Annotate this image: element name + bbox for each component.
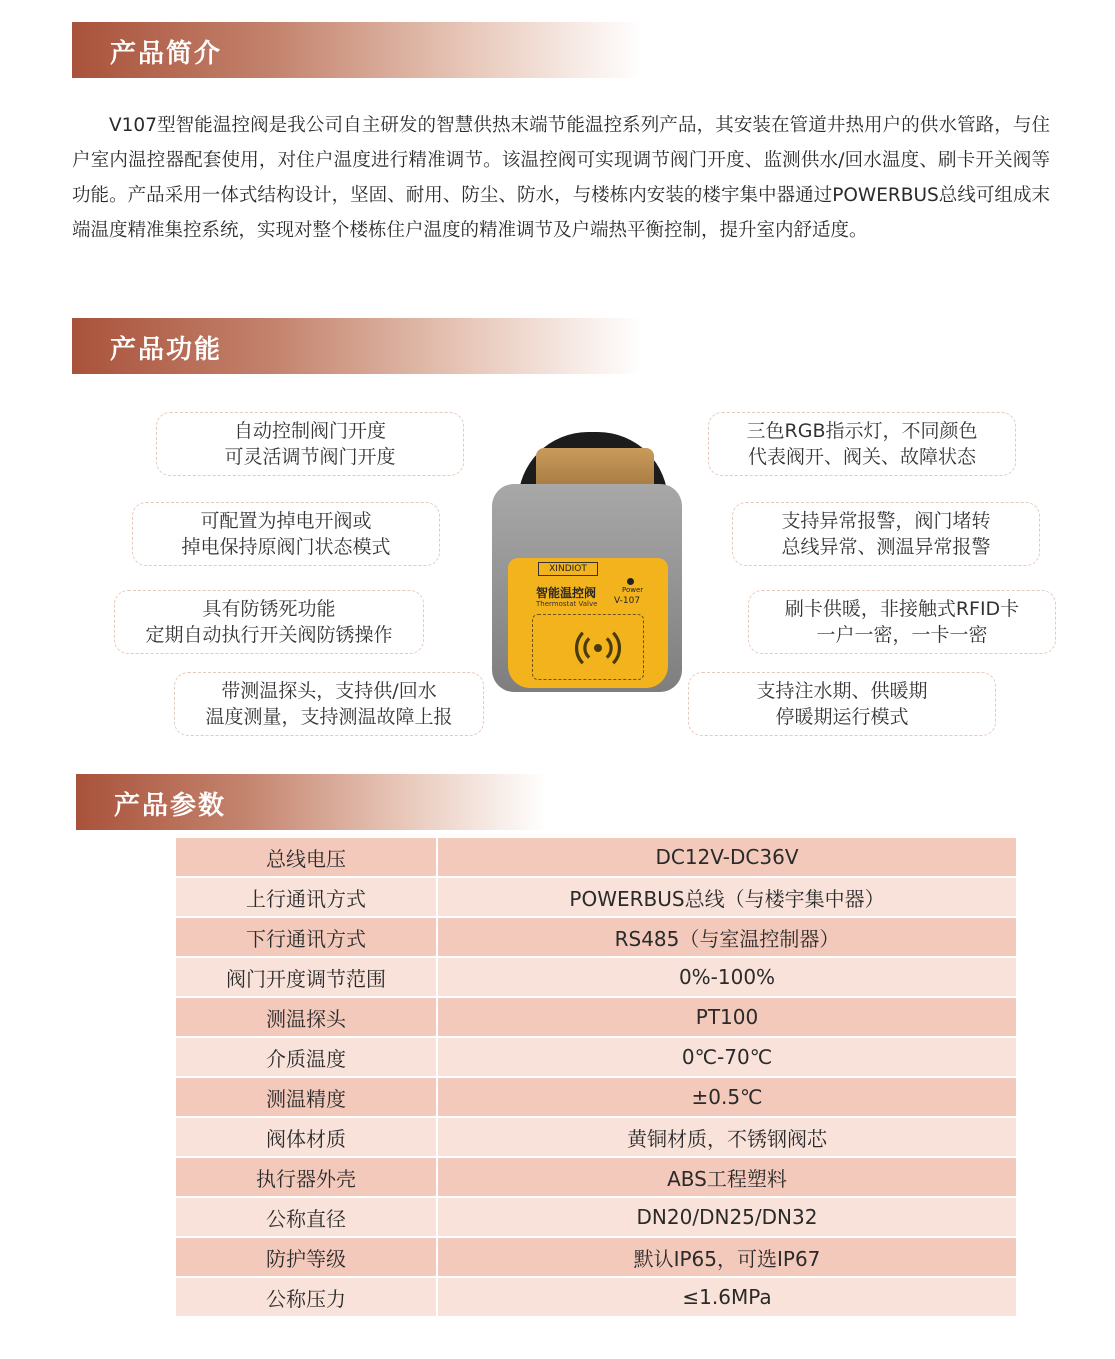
feature-card <box>688 672 996 736</box>
feature-line: 总线异常、测温异常报警 <box>781 536 991 558</box>
param-key: 防护等级 <box>176 1238 438 1278</box>
param-key: 下行通讯方式 <box>176 918 438 958</box>
param-key: 公称压力 <box>176 1278 438 1318</box>
feature-line: 自动控制阀门开度 <box>233 420 386 442</box>
param-key: 阀门开度调节范围 <box>176 958 438 998</box>
feature-line: 具有防锈死功能 <box>202 598 336 620</box>
feature-card <box>156 412 464 476</box>
table-row <box>176 1078 1016 1118</box>
table-row <box>176 958 1016 998</box>
param-value: 0%-100% <box>438 958 1016 998</box>
table-row <box>176 1198 1016 1238</box>
param-key: 公称直径 <box>176 1198 438 1238</box>
valve-label-name-en: Thermostat Valve <box>536 600 598 608</box>
param-key: 上行通讯方式 <box>176 878 438 918</box>
param-key: 测温精度 <box>176 1078 438 1118</box>
power-led-icon <box>627 578 634 585</box>
rfid-wave-icon <box>562 624 634 672</box>
feature-line: 支持异常报警，阀门堵转 <box>781 510 991 532</box>
feature-line: 停暖期运行模式 <box>775 706 909 728</box>
section-title-intro: 产品简介 <box>110 39 223 69</box>
param-value: ABS工程塑料 <box>438 1158 1016 1198</box>
param-key: 阀体材质 <box>176 1118 438 1158</box>
param-value: DN20/DN25/DN32 <box>438 1198 1016 1238</box>
power-label: Power <box>622 586 644 594</box>
brand-logo: XINDIOT <box>538 562 598 576</box>
feature-line: 刷卡供暖，非接触式RFID卡 <box>784 598 1020 620</box>
param-value: RS485（与室温控制器） <box>438 918 1016 958</box>
param-key: 测温探头 <box>176 998 438 1038</box>
feature-card <box>732 502 1040 566</box>
intro-paragraph: V107型智能温控阀是我公司自主研发的智慧供热末端节能温控系列产品，其安装在管道井热用户的供水管路，与住户室内温控器配套使用，对住户温度进行精准调节。该温控阀可实现调节阀门开度、监测供水/回水温度、刷卡开关阀等功能。产品采用一体式结构设计，坚固、耐用、防尘、防水，与楼栋内安装的楼宇集中器通过POWERBUS总线可组成末端温度精准集控系统，实现对整个楼栋住户温度的精准调节及户端热平衡控制，提升室内舒适度。 <box>72 115 1050 241</box>
feature-line: 一户一密，一卡一密 <box>816 624 988 646</box>
table-row <box>176 878 1016 918</box>
param-value: PT100 <box>438 998 1016 1038</box>
param-value: ±0.5℃ <box>438 1078 1016 1118</box>
table-row <box>176 838 1016 878</box>
feature-line: 掉电保持原阀门状态模式 <box>181 536 391 558</box>
section-title-params: 产品参数 <box>114 791 227 821</box>
param-value: ≤1.6MPa <box>438 1278 1016 1318</box>
feature-line: 支持注水期、供暖期 <box>756 680 928 702</box>
param-key: 执行器外壳 <box>176 1158 438 1198</box>
feature-line: 可配置为掉电开阀或 <box>200 510 372 532</box>
params-table <box>176 838 1016 1318</box>
table-row <box>176 1238 1016 1278</box>
param-key: 总线电压 <box>176 838 438 878</box>
table-row <box>176 1038 1016 1078</box>
table-row <box>176 1158 1016 1198</box>
table-row <box>176 998 1016 1038</box>
feature-card <box>114 590 424 654</box>
feature-line: 三色RGB指示灯，不同颜色 <box>746 420 978 442</box>
feature-card <box>748 590 1056 654</box>
feature-line: 可灵活调节阀门开度 <box>224 446 396 468</box>
feature-card <box>132 502 440 566</box>
table-row <box>176 1118 1016 1158</box>
param-value: POWERBUS总线（与楼宇集中器） <box>438 878 1016 918</box>
feature-line: 温度测量，支持测温故障上报 <box>205 706 453 728</box>
table-row <box>176 918 1016 958</box>
section-header-functions <box>72 318 642 374</box>
feature-card <box>708 412 1016 476</box>
param-value: DC12V-DC36V <box>438 838 1016 878</box>
param-value: 黄铜材质，不锈钢阀芯 <box>438 1118 1016 1158</box>
param-value: 默认IP65，可选IP67 <box>438 1238 1016 1278</box>
section-header-params <box>76 774 546 830</box>
section-header-intro <box>72 22 642 78</box>
param-key: 介质温度 <box>176 1038 438 1078</box>
table-row <box>176 1278 1016 1318</box>
valve-model-label: V-107 <box>614 596 641 606</box>
feature-card <box>174 672 484 736</box>
param-value: 0℃-70℃ <box>438 1038 1016 1078</box>
valve-label-name: 智能温控阀 <box>536 586 597 600</box>
feature-line: 带测温探头，支持供/回水 <box>221 680 437 702</box>
section-title-functions: 产品功能 <box>110 335 223 365</box>
feature-line: 代表阀开、阀关、故障状态 <box>747 446 976 468</box>
feature-line: 定期自动执行开关阀防锈操作 <box>145 624 393 646</box>
